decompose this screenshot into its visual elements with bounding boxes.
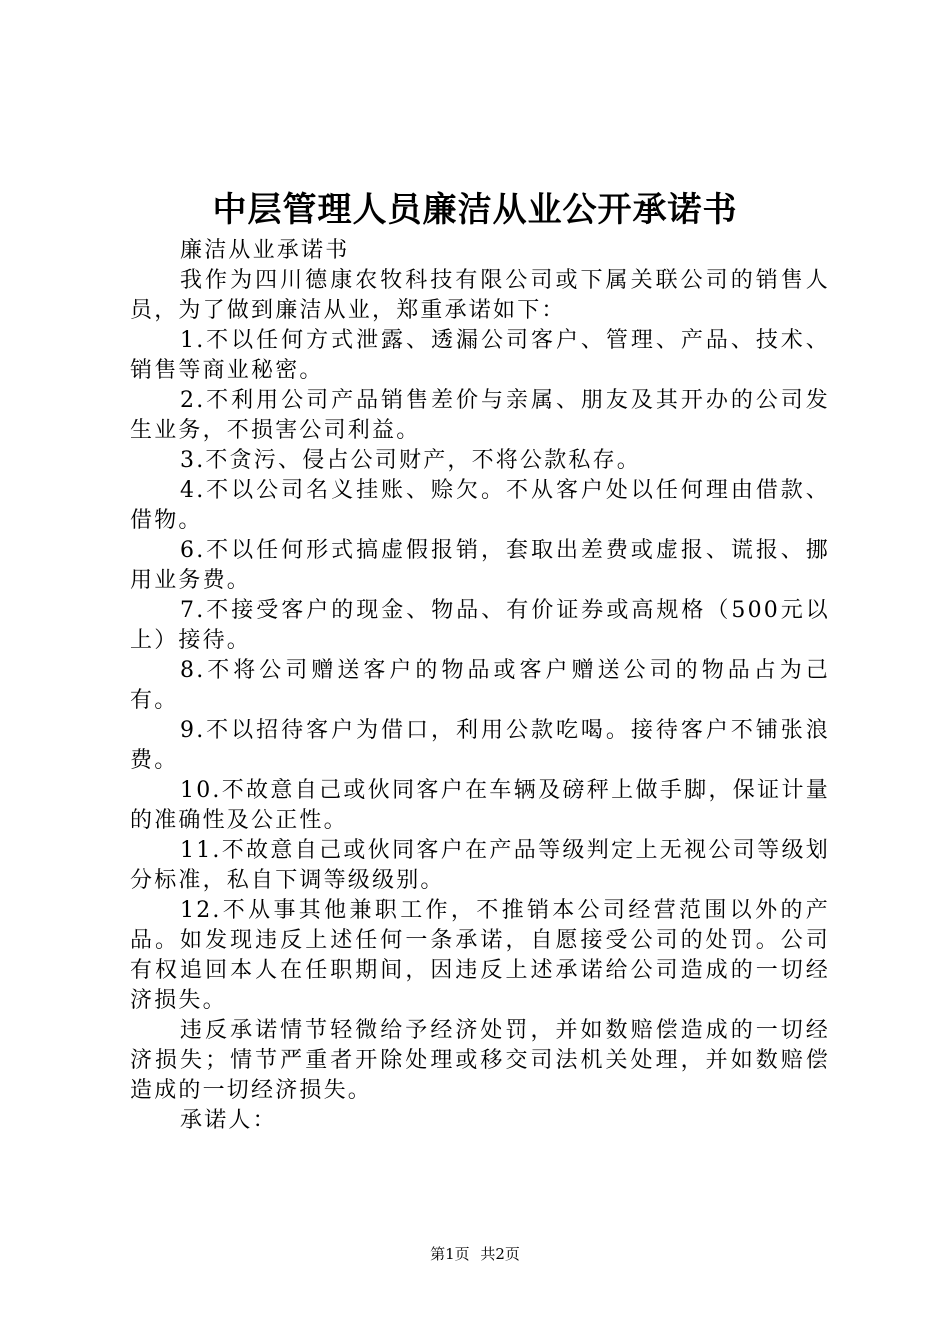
page-number-total: 共2页	[480, 1245, 520, 1263]
paragraph-item-1: 1.不以任何方式泄露、透漏公司客户、管理、产品、技术、销售等商业秘密。	[130, 328, 830, 383]
paragraph-item-9: 9.不以招待客户为借口，利用公款吃喝。接待客户不铺张浪费。	[130, 718, 830, 773]
paragraph-item-2: 2.不利用公司产品销售差价与亲属、朋友及其开办的公司发生业务，不损害公司利益。	[130, 388, 830, 443]
paragraph-item-3: 3.不贪污、侵占公司财产，不将公款私存。	[180, 448, 641, 473]
paragraph-penalty: 违反承诺情节轻微给予经济处罚，并如数赔偿造成的一切经济损失；情节严重者开除处理或移交司法机关处理，并如数赔偿造成的一切经济损失。	[130, 1018, 830, 1103]
document-body	[130, 236, 830, 1136]
paragraph-item-4: 4.不以公司名义挂账、赊欠。不从客户处以任何理由借款、借物。	[130, 478, 830, 533]
paragraph-item-12: 12.不从事其他兼职工作，不推销本公司经营范围以外的产品。如发现违反上述任何一条承诺，自愿接受公司的处罚。公司有权追回本人在任职期间，因违反上述承诺给公司造成的一切经济损失。	[130, 898, 830, 1013]
paragraph-intro: 我作为四川德康农牧科技有限公司或下属关联公司的销售人员，为了做到廉洁从业，郑重承诺如下：	[130, 268, 830, 323]
paragraph-signatory: 承诺人：	[180, 1108, 277, 1133]
document-title: 中层管理人员廉洁从业公开承诺书	[212, 190, 738, 230]
page-footer	[0, 1244, 950, 1264]
paragraph-heading: 廉洁从业承诺书	[180, 238, 350, 263]
paragraph-item-11: 11.不故意自己或伙同客户在产品等级判定上无视公司等级划分标准，私自下调等级级别。	[130, 838, 830, 893]
paragraph-item-10: 10.不故意自己或伙同客户在车辆及磅秤上做手脚，保证计量的准确性及公正性。	[130, 778, 830, 833]
page-number-current: 第1页	[430, 1245, 470, 1263]
paragraph-item-8: 8.不将公司赠送客户的物品或客户赠送公司的物品占为己有。	[130, 658, 830, 713]
paragraph-item-6: 6.不以任何形式搞虚假报销，套取出差费或虚报、谎报、挪用业务费。	[130, 538, 830, 593]
paragraph-item-7: 7.不接受客户的现金、物品、有价证券或高规格（500元以上）接待。	[130, 598, 830, 653]
